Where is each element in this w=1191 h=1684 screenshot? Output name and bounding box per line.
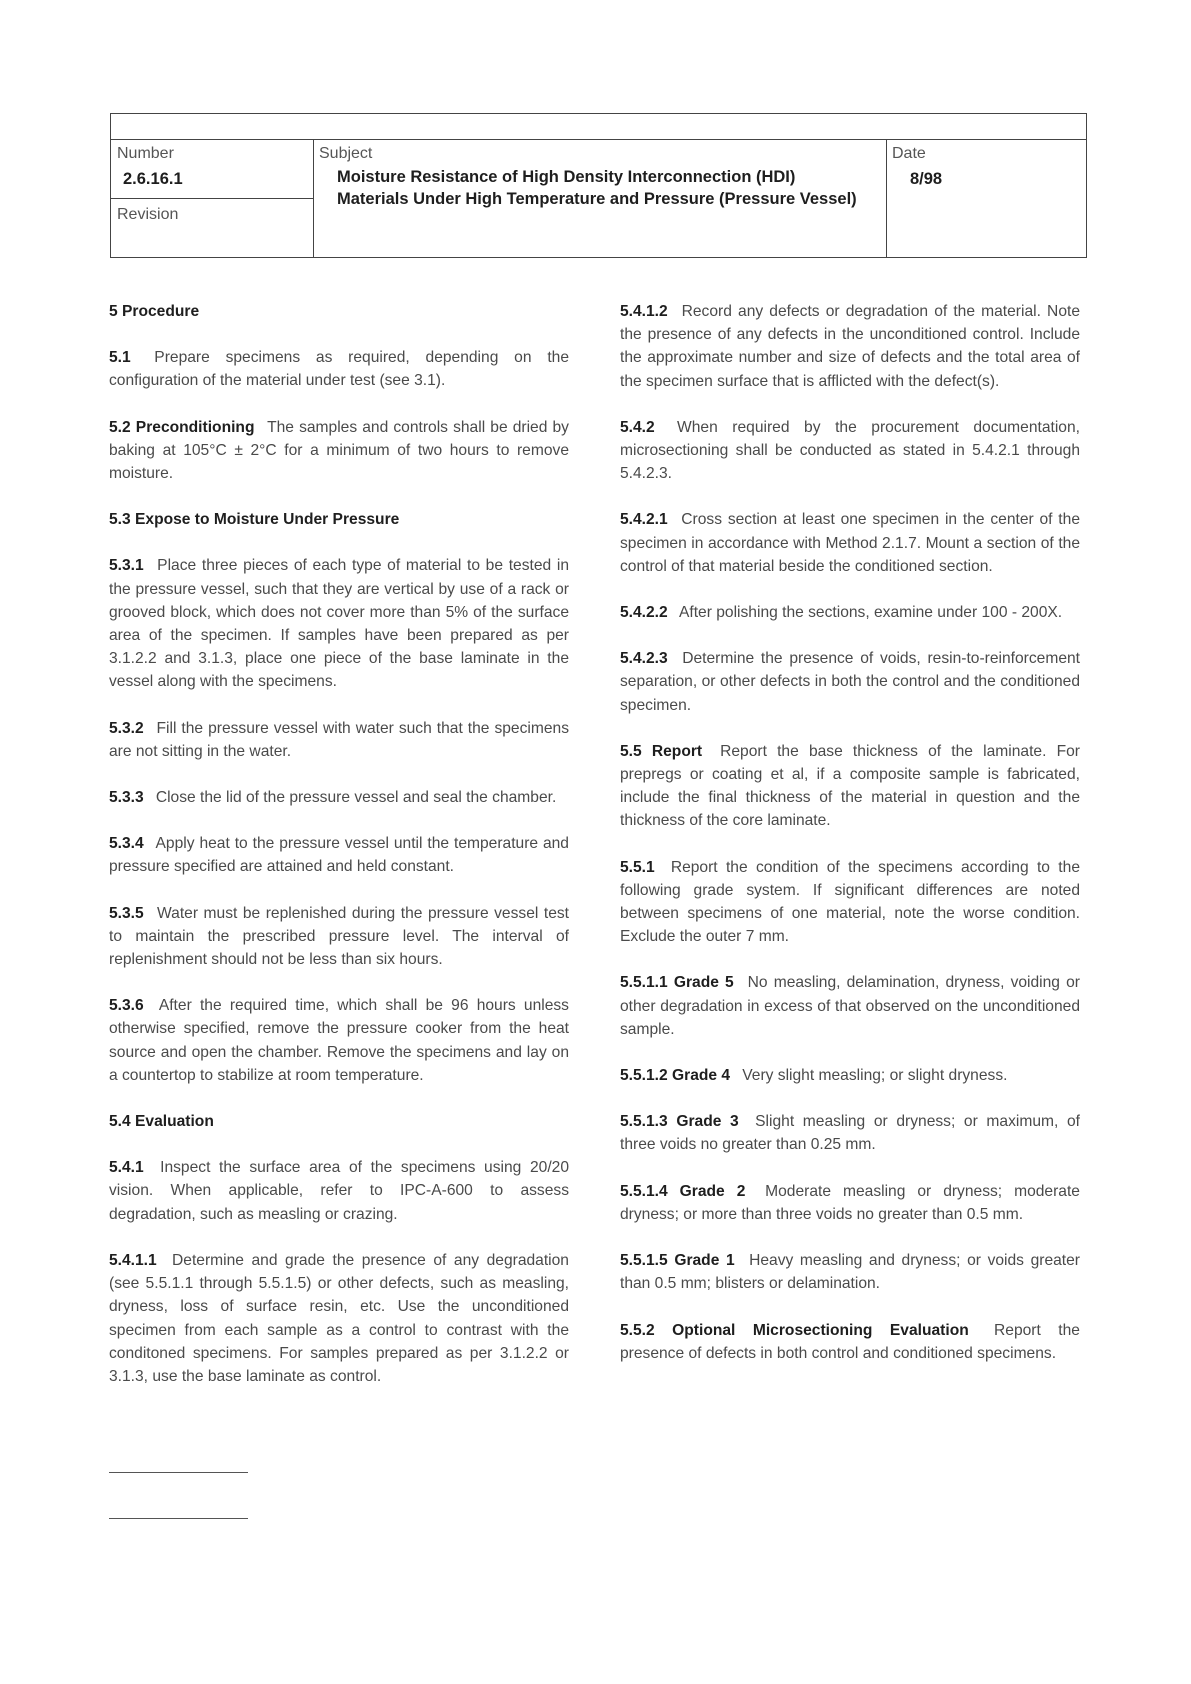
date-value: 8/98 (910, 170, 943, 188)
section-paragraph (109, 1249, 569, 1388)
section-number: 5.3.3 (109, 789, 144, 807)
number-cell (111, 139, 313, 199)
section-number: 5.4.2.2 (620, 604, 668, 622)
section-number: 5.4.2.3 (620, 650, 668, 668)
section-paragraph (620, 971, 1080, 1041)
section-number: 5.4.1 (109, 1159, 144, 1177)
section-paragraph (620, 1110, 1080, 1156)
section-number: 5.3.4 (109, 835, 144, 853)
section-text: Heavy measling and dryness; or voids greater than 0.5 mm; blisters or delamination. (620, 1252, 1080, 1293)
number-label: Number (117, 145, 174, 162)
section-title: Report (651, 742, 703, 760)
section-text: No measling, delamination, dryness, voiding or other degradation in excess of that observed on the unconditioned sample. (620, 974, 1080, 1038)
document-header-table (110, 113, 1087, 258)
section-text: Report the presence of defects in both control and conditioned specimens. (620, 1321, 1080, 1362)
section-number: 5.5.1.1 (620, 974, 668, 992)
section-number: 5.5 (620, 742, 642, 760)
section-text: Determine the presence of voids, resin-to-reinforcement separation, or other defects in both the control and the conditioned specimen. (620, 650, 1080, 714)
section-text: Water must be replenished during the pressure vessel test to maintain the prescribed pressure level. The interval of replenishment should not be less than six hours. (109, 904, 569, 969)
section-number: 5.1 (109, 349, 131, 367)
section-title: Optional Microsectioning Evaluation (672, 1321, 969, 1339)
section-paragraph (109, 346, 569, 392)
footnote-rule (109, 1472, 248, 1473)
section-paragraph (620, 1064, 1080, 1087)
header-top-band (111, 114, 1086, 140)
section-number: 5.5.1.3 (620, 1113, 668, 1131)
section-paragraph (620, 1249, 1080, 1295)
section-number: 5.4.1.1 (109, 1251, 157, 1269)
section-paragraph (109, 1156, 569, 1226)
section-number: 5.5.1 (620, 858, 655, 876)
section-number: 5.5.1.4 (620, 1182, 668, 1200)
section-paragraph (620, 647, 1080, 717)
section-text: The samples and controls shall be dried by baking at 105°C ± 2°C for a minimum of two hours to remove moisture. (109, 418, 569, 483)
section-number: 5.4.2 (620, 418, 655, 436)
left-column (109, 300, 569, 1411)
right-column (620, 300, 1080, 1388)
section-text: Report the base thickness of the laminate. For prepregs or coating et al, if a composite sample is fabricated, include the final thickness of the material in question and the thickness of the core laminate. (620, 742, 1080, 830)
section-text: Apply heat to the pressure vessel until the temperature and pressure specified are attained and held constant. (109, 835, 569, 876)
section-text: Place three pieces of each type of material to be tested in the pressure vessel, such that they are vertical by use of a rack or grooved block, which does not cover more than 5% of the surface area of the specimen. If samples have been prepared as per 3.1.2.2 and 3.1.3, place one piece of the base laminate in the vessel along with the specimens. (109, 557, 569, 691)
section-paragraph (620, 508, 1080, 578)
section-paragraph (109, 416, 569, 486)
section-text: Record any defects or degradation of the material. Note the presence of any defects in the unconditioned control. Include the approximate number and size of defects and the total area of the specimen surface that is afflicted with the defect(s). (620, 303, 1080, 390)
section-paragraph (620, 416, 1080, 486)
section-heading: 5.3 Expose to Moisture Under Pressure (109, 511, 400, 529)
date-label: Date (892, 145, 926, 162)
section-paragraph (109, 832, 569, 878)
section-number: 5.4.2.1 (620, 511, 668, 529)
section-text: Slight measling or dryness; or maximum, of three voids no greater than 0.25 mm. (620, 1113, 1080, 1154)
section-text: Report the condition of the specimens according to the following grade system. If significant differences are noted between specimens of one material, note the worse condition. Exclude the outer 7 mm. (620, 858, 1080, 946)
section-title: Grade 4 (672, 1067, 731, 1085)
section-number: 5.3.1 (109, 557, 144, 575)
section-text: After the required time, which shall be 96 hours unless otherwise specified, remove the pressure cooker from the heat source and open the chamber. Remove the specimens and lay on a countertop to stabilize at room temperature. (109, 997, 569, 1084)
section-paragraph (620, 856, 1080, 949)
section-paragraph (620, 300, 1080, 393)
section-title: Grade 2 (679, 1182, 746, 1200)
footnote-rule (109, 1518, 248, 1519)
revision-label: Revision (117, 206, 179, 223)
section-heading: 5 Procedure (109, 303, 200, 320)
section-number: 5.2 (109, 418, 131, 436)
date-cell (886, 139, 1086, 257)
section-paragraph (620, 1180, 1080, 1226)
section-text: After polishing the sections, examine under 100 - 200X. (678, 604, 1063, 622)
section-paragraph (109, 786, 569, 809)
section-number: 5.3.5 (109, 904, 144, 922)
section-number: 5.4.1.2 (620, 303, 668, 320)
section-paragraph (620, 740, 1080, 833)
section-text: Determine and grade the presence of any degradation (see 5.5.1.1 through 5.5.1.5) or other defects, such as measling, dryness, loss of surface resin, etc. Use the unconditioned specimen from each sample as a control to contrast with the conditoned specimens. For samples prepared as per 3.1.2.2 or 3.1.3, use the base laminate as control. (109, 1251, 569, 1385)
section-number: 5.3.6 (109, 997, 144, 1015)
section-text: Fill the pressure vessel with water such that the specimens are not sitting in the water. (109, 719, 569, 760)
section-text: Moderate measling or dryness; moderate dryness; or more than three voids no greater than 0.5 mm. (620, 1182, 1080, 1223)
section-text: When required by the procurement documentation, microsectioning shall be conducted as stated in 5.4.2.1 through 5.4.2.3. (620, 418, 1080, 483)
section-number: 5.5.1.5 (620, 1252, 668, 1270)
section-paragraph (620, 1319, 1080, 1365)
section-number: 5.3.2 (109, 719, 144, 737)
section-text: Very slight measling; or slight dryness. (742, 1067, 1008, 1085)
section-paragraph (109, 902, 569, 972)
section-paragraph (109, 554, 569, 693)
section-number: 5.5.2 (620, 1321, 655, 1339)
section-paragraph (620, 601, 1080, 624)
section-title: Grade 5 (673, 974, 734, 992)
subject-label: Subject (319, 145, 373, 162)
number-revision-cell (111, 139, 314, 257)
section-text: Cross section at least one specimen in the center of the specimen in accordance with Method 2.1.7. Mount a section of the control of that material beside the conditioned section. (620, 511, 1080, 575)
subject-title: Moisture Resistance of High Density Interconnection (HDI) Materials Under High Temperature and Pressure (Pressure Vessel) (337, 168, 857, 208)
section-text: Inspect the surface area of the specimens using 20/20 vision. When applicable, refer to IPC-A-600 to assess degradation, such as measling or crazing. (109, 1159, 569, 1223)
section-paragraph (109, 994, 569, 1087)
section-title: Grade 3 (676, 1113, 739, 1131)
section-paragraph (109, 717, 569, 763)
subject-cell (313, 139, 887, 257)
section-text: Close the lid of the pressure vessel and seal the chamber. (155, 789, 557, 807)
section-title: Preconditioning (135, 418, 255, 436)
section-title: Grade 1 (674, 1252, 735, 1270)
section-number: 5.5.1.2 (620, 1067, 668, 1085)
section-text: Prepare specimens as required, depending on the configuration of the material under test (see 3.1). (109, 349, 569, 390)
section-heading: 5.4 Evaluation (109, 1113, 214, 1131)
number-value: 2.6.16.1 (123, 170, 183, 188)
